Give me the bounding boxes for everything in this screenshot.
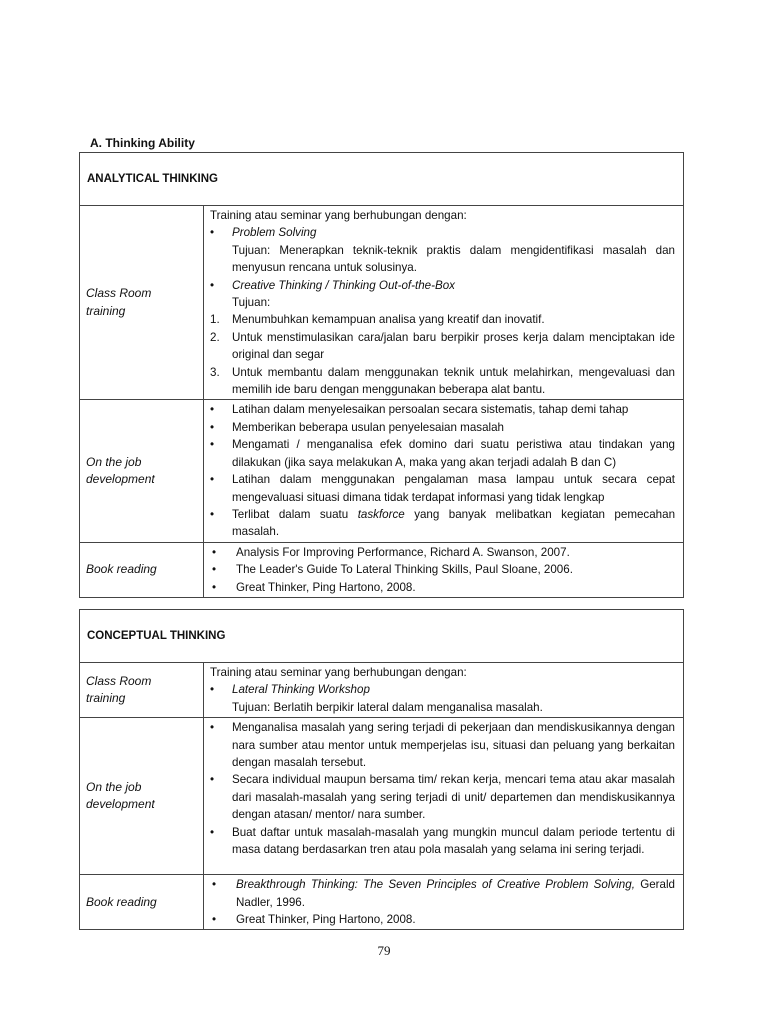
book-reading-label: Book reading — [80, 542, 204, 597]
bullet-icon: • — [210, 507, 215, 521]
label-line: development — [86, 797, 155, 812]
bullet-icon: • — [210, 420, 215, 434]
book-title: The Leader's Guide To Lateral Thinking Skills, Paul Sloane, 2006. — [236, 563, 573, 577]
book-title: Breakthrough Thinking: The Seven Principles of Creative Problem Solving, — [236, 878, 635, 892]
label-line: On the job — [86, 779, 142, 794]
bullet-icon: • — [212, 545, 217, 559]
classroom-training-content — [204, 206, 684, 400]
on-the-job-label — [80, 718, 204, 875]
bullet-icon: • — [210, 403, 215, 417]
training-goal-label: Tujuan: — [232, 296, 271, 310]
list-item-text: Memberikan beberapa usulan penyelesaian masalah — [232, 420, 504, 434]
book-item — [210, 876, 675, 911]
list-item — [210, 436, 675, 471]
book-reading-content — [204, 875, 684, 930]
bullet-icon: • — [210, 683, 215, 697]
bullet-icon: • — [212, 878, 217, 892]
list-item-text: Latihan dalam menggunakan pengalaman masa lampau untuk secara cepat mengevaluasi situasi dimana tidak terdapat informasi yang tidak lengkap — [232, 473, 676, 504]
list-item-emphasis: taskforce — [357, 507, 405, 521]
training-goal: Tujuan: Menerapkan teknik-teknik praktis dalam mengidentifikasi masalah dan menyusun rencana untuk solusinya. — [232, 243, 676, 275]
list-item — [210, 419, 675, 436]
numbered-item — [210, 311, 675, 328]
training-title: Creative Thinking / Thinking Out-of-the-Box — [232, 278, 455, 292]
training-goal: Tujuan: Berlatih berpikir lateral dalam menganalisa masalah. — [232, 700, 543, 714]
list-item — [210, 401, 675, 418]
on-the-job-content — [204, 400, 684, 542]
book-author: Gerald Nadler, 1996. — [236, 878, 675, 909]
list-item-text: Latihan dalam menyelesaikan persoalan secara sistematis, tahap demi tahap — [232, 403, 629, 417]
intro-text: Training atau seminar yang berhubungan dengan: — [210, 666, 467, 679]
numbered-text: Untuk menstimulasikan cara/jalan baru berpikir proses kerja dalam menciptakan ide original dan segar — [232, 330, 676, 362]
label-line: development — [86, 472, 155, 487]
book-item — [210, 911, 675, 928]
number-marker: 3. — [210, 365, 220, 379]
list-item-text: Menganalisa masalah yang sering terjadi di pekerjaan dan mendiskusikannya dengan nara sumber atau mentor untuk memperjelas isu, situasi dan peluang yang berkaitan dengan masalah tersebut. — [232, 721, 675, 770]
label-line: training — [86, 691, 126, 706]
list-item — [210, 224, 675, 241]
book-title: Great Thinker, Ping Hartono, 2008. — [236, 580, 416, 594]
list-item — [210, 471, 675, 506]
training-title: Lateral Thinking Workshop — [232, 683, 370, 697]
book-item — [210, 561, 675, 578]
bullet-icon: • — [210, 825, 215, 839]
list-item-text: Mengamati / menganalisa efek domino dari suatu peristiwa atau tindakan yang dilakukan (jika saya melakukan A, maka yang akan terjadi adalah B dan C) — [232, 438, 676, 469]
label-line: Class Room — [86, 673, 152, 688]
list-item-text: Secara individual maupun bersama tim/ rekan kerja, mencari tema atau akar masalah dari masalah-masalah yang sering terjadi di unit/ departemen dan mendiskusikannya dengan atasan/ mentor/ nara sumber. — [232, 773, 675, 822]
book-reading-label: Book reading — [80, 875, 204, 930]
analytical-thinking-header: ANALYTICAL THINKING — [80, 153, 684, 206]
number-marker: 2. — [210, 330, 220, 344]
bullet-icon: • — [212, 580, 217, 594]
numbered-text: Untuk membantu dalam menggunakan teknik untuk melahirkan, mengevaluasi dan memilih ide baru dengan menggunakan beberapa alat bantu. — [232, 365, 676, 397]
bullet-icon: • — [212, 563, 217, 577]
classroom-training-label — [80, 663, 204, 718]
section-title: A. Thinking Ability — [90, 136, 195, 150]
bullet-icon: • — [212, 913, 217, 927]
book-item — [210, 544, 675, 561]
numbered-item — [210, 329, 675, 364]
training-title: Problem Solving — [232, 226, 317, 240]
on-the-job-content — [204, 718, 684, 875]
bullet-icon: • — [210, 438, 215, 452]
bullet-icon: • — [210, 278, 215, 292]
analytical-thinking-table — [79, 152, 684, 598]
bullet-icon: • — [210, 226, 215, 240]
list-item-text: yang banyak melibatkan kegiatan pemecahan masalah. — [232, 507, 676, 539]
number-marker: 1. — [210, 313, 220, 327]
classroom-training-label — [80, 206, 204, 400]
intro-text: Training atau seminar yang berhubungan dengan: — [210, 209, 467, 222]
bullet-icon: • — [210, 721, 215, 735]
on-the-job-label — [80, 400, 204, 542]
list-item — [210, 824, 675, 859]
page-number: 79 — [377, 943, 391, 958]
conceptual-thinking-header: CONCEPTUAL THINKING — [80, 610, 684, 663]
list-item — [210, 681, 675, 698]
label-line: On the job — [86, 454, 142, 469]
numbered-item — [210, 364, 675, 399]
classroom-training-content — [204, 663, 684, 718]
conceptual-thinking-table — [79, 609, 684, 930]
list-item — [210, 719, 675, 771]
book-reading-content — [204, 542, 684, 597]
numbered-text: Menumbuhkan kemampuan analisa yang kreatif dan inovatif. — [232, 313, 545, 327]
list-item — [210, 771, 675, 823]
book-item — [210, 579, 675, 596]
book-title: Great Thinker, Ping Hartono, 2008. — [236, 913, 416, 927]
list-item-text: Buat daftar untuk masalah-masalah yang mungkin muncul dalam periode tertentu di masa datang berdasarkan tren atau pola masalah yang selama ini sering terjadi. — [232, 825, 675, 857]
list-item — [210, 506, 675, 541]
list-item — [210, 277, 675, 294]
bullet-icon: • — [210, 773, 215, 787]
label-line: training — [86, 303, 126, 318]
label-line: Class Room — [86, 286, 152, 301]
book-title: Analysis For Improving Performance, Richard A. Swanson, 2007. — [236, 545, 570, 559]
bullet-icon: • — [210, 473, 215, 487]
list-item-text: Terlibat dalam suatu — [232, 507, 358, 521]
